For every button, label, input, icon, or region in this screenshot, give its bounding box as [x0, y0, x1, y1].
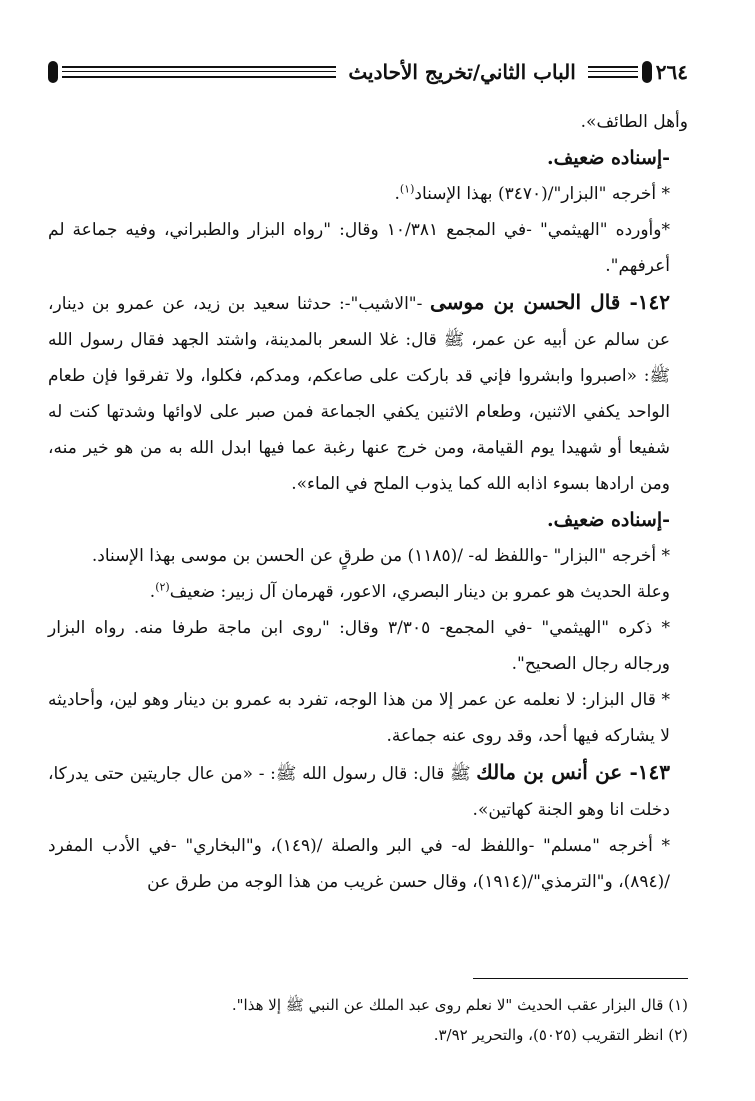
hadith-142 — [48, 284, 688, 502]
footnotes — [48, 990, 688, 1050]
header-left-rule — [62, 66, 336, 78]
header-right-cap — [642, 61, 652, 83]
footnote-marker: (١) — [399, 182, 415, 196]
isnad-grade: -إسناده ضعيف. — [547, 509, 670, 531]
book-page — [48, 50, 688, 1080]
footnote-divider — [473, 978, 688, 979]
hadith-text: ﷺ قال: قال رسول الله ﷺ: - «من عال جاريتين حتى يدركا، دخلت انا وهو الجنة كهاتين». — [48, 764, 670, 820]
hadith-text: -"الاشيب"-: حدثنا سعيد بن زيد، عن عمرو بن دينار، عن سالم عن أبيه عن عمر، ﷺ قال: غلا السعر بالمدينة، واشتد الجهد فقال رسول الله ﷺ: «اصبروا وابشروا فإني قد باركت على صاعكم، ومدكم، فكلوا، ولا تفرقوا فإن طعام الواحد يكفي الاثنين، وطعام الاثنين يكفي الجماعة فمن صبر على لاوائها وشدتها كنت له شفيعا أو شهيدا يوم القيامة، ومن خرج عنها رغبة عما فيها ابدل الله به من هو خير منه، ومن ارادها بسوء اذابه الله كما يذوب الملح في الماء». — [48, 294, 670, 494]
paragraph: وأهل الطائف». — [580, 112, 688, 132]
paragraph: * ذكره "الهيثمي" -في المجمع- ٣/٣٠٥ وقال: "روى ابن ماجة طرفا منه. رواه البزار ورجاله رجال الصحيح". — [48, 618, 671, 674]
hadith-heading: ١٤٢- قال الحسن بن موسى — [429, 290, 670, 314]
paragraph: *وأورده "الهيثمي" -في المجمع ١٠/٣٨١ وقال: "رواه البزار والطبراني، وفيه جماعة لم أعرفهم". — [48, 220, 670, 276]
page-number: ٢٦٤ — [655, 60, 688, 84]
footnote: (٢) انظر التقريب (٥٠٢٥)، والتحرير ٣/٩٢. — [433, 1026, 688, 1044]
chapter-title: الباب الثاني/تخريج الأحاديث — [348, 60, 576, 84]
hadith-heading: ١٤٣- عن أنس بن مالك — [476, 760, 670, 784]
paragraph: * أخرجه "مسلم" -واللفظ له- في البر والصلة /(١٤٩)، و"البخاري" -في الأدب المفرد /(٨٩٤)، و"الترمذي"/(١٩١٤)، وقال حسن غريب من هذا الوجه من طرق عن — [48, 836, 670, 892]
paragraph: * قال البزار: لا نعلمه عن عمر إلا من هذا الوجه، تفرد به عمرو بن دينار وهو لين، وأحاديثه لا يشاركه فيها أحد، وقد روى عنه جماعة. — [48, 690, 670, 746]
footnote-marker: (٢) — [155, 580, 170, 594]
paragraph: * أخرجه "البزار"/(٣٤٧٠) بهذا الإسناد$^{(١)}$. — [394, 182, 670, 204]
paragraph-text: وعلة الحديث هو عمرو بن دينار البصري، الاعور، قهرمان آل زبير: ضعيف — [169, 582, 670, 602]
footnote: (١) قال البزار عقب الحديث "لا نعلم روى عبد الملك عن النبي ﷺ إلا هذا". — [231, 996, 688, 1014]
header-left-cap — [48, 61, 58, 83]
isnad-grade: -إسناده ضعيف. — [547, 147, 670, 169]
hadith-143 — [48, 754, 688, 828]
page-header — [48, 50, 688, 94]
header-right-rule — [588, 66, 638, 78]
page-body — [48, 104, 688, 900]
paragraph-text: * أخرجه "البزار"/(٣٤٧٠) بهذا الإسناد — [414, 184, 670, 204]
paragraph: وعلة الحديث هو عمرو بن دينار البصري، الاعور، قهرمان آل زبير: ضعيف$^{(٢)}$. — [149, 580, 670, 602]
paragraph: * أخرجه "البزار" -واللفظ له- /(١١٨٥) من طرقٍ عن الحسن بن موسى بهذا الإسناد. — [91, 546, 670, 566]
